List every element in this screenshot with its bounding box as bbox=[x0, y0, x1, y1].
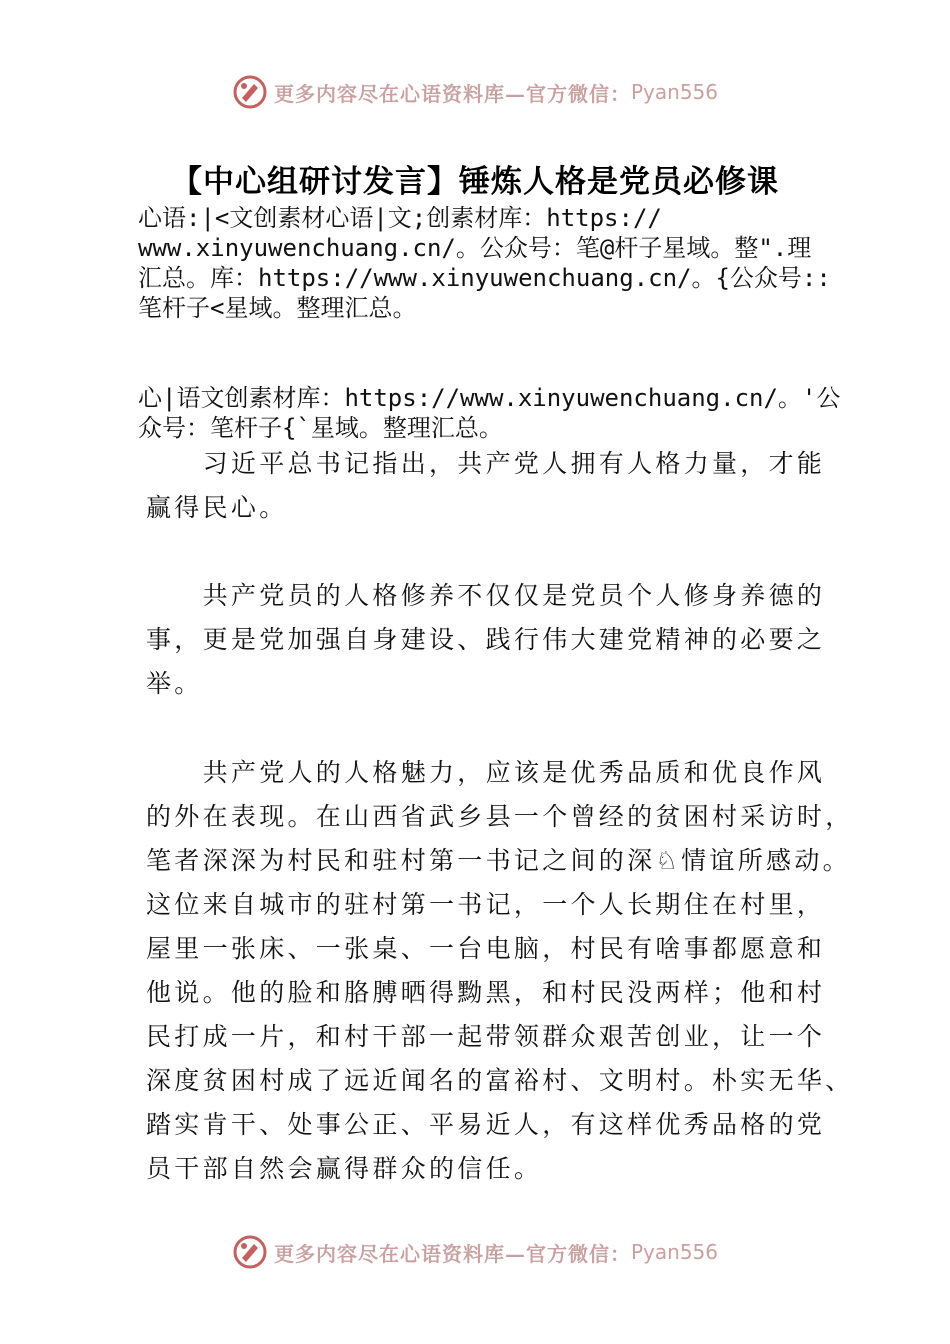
paragraph-line: 深度贫困村成了远近闻名的富裕村、文明村。朴实无华、 bbox=[146, 1066, 854, 1095]
paragraph-line: 屋里一张床、一张桌、一台电脑，村民有啥事都愿意和 bbox=[146, 934, 826, 963]
paragraph-line: 共产党人的人格魅力，应该是优秀品质和优良作风 bbox=[146, 758, 826, 787]
paragraph-line: 事，更是党加强自身建设、践行伟大建党精神的必要之 bbox=[146, 625, 826, 654]
watermark-line: 心|语文创素材库：https://www.xinyuwenchuang.cn/。'公 bbox=[138, 384, 841, 412]
header-banner bbox=[0, 70, 950, 114]
banner-text: 更多内容尽在心语资料库—官方微信： bbox=[273, 1241, 631, 1266]
brand-logo-icon bbox=[232, 74, 268, 110]
paragraph-line: 共产党员的人格修养不仅仅是党员个人修身养德的 bbox=[146, 581, 826, 610]
paragraph-line: 的外在表现。在山西省武乡县一个曾经的贫困村采访时， bbox=[146, 802, 854, 831]
paragraph-line: 踏实肯干、处事公正、平易近人，有这样优秀品格的党 bbox=[146, 1110, 826, 1139]
paragraph-3 bbox=[146, 751, 854, 1191]
watermark-line: 笔杆子<星域。整理汇总。 bbox=[138, 294, 417, 322]
paragraph-line: 习近平总书记指出，共产党人拥有人格力量，才能 bbox=[146, 449, 826, 478]
paragraph-2 bbox=[146, 574, 826, 706]
watermark-block-2 bbox=[138, 383, 840, 443]
watermark-line: 汇总。库：https://www.xinyuwenchuang.cn/。{公众号:: bbox=[138, 264, 831, 292]
paragraph-line: 员干部自然会赢得群众的信任。 bbox=[146, 1154, 543, 1183]
banner-wechat-id: Pyan556 bbox=[630, 1240, 718, 1264]
paragraph-line: 这位来自城市的驻村第一书记，一个人长期住在村里， bbox=[146, 890, 826, 919]
paragraph-line: 笔者深深为村民和驻村第一书记之间的深♘情谊所感动。 bbox=[146, 846, 851, 875]
paragraph-line: 他说。他的脸和胳膊晒得黝黑，和村民没两样；他和村 bbox=[146, 978, 826, 1007]
banner-text: 更多内容尽在心语资料库—官方微信： bbox=[273, 81, 631, 106]
watermark-block-1 bbox=[138, 203, 831, 323]
paragraph-line: 赢得民心。 bbox=[146, 493, 288, 522]
banner-wechat-id: Pyan556 bbox=[630, 80, 718, 104]
paragraph-line: 举。 bbox=[146, 669, 203, 698]
watermark-line: 心语:|<文创素材心语|文;创素材库：https:// bbox=[138, 204, 662, 232]
footer-banner bbox=[0, 1230, 950, 1274]
page-title: 【中心组研讨发言】锤炼人格是党员必修课 bbox=[171, 164, 779, 200]
brand-logo-icon bbox=[232, 1234, 268, 1270]
watermark-line: www.xinyuwenchuang.cn/。公众号：笔@杆子星域。整".理 bbox=[138, 234, 812, 262]
paragraph-line: 民打成一片，和村干部一起带领群众艰苦创业，让一个 bbox=[146, 1022, 826, 1051]
watermark-line: 众号：笔杆子{`星域。整理汇总。 bbox=[138, 414, 503, 442]
paragraph-1 bbox=[146, 442, 826, 530]
